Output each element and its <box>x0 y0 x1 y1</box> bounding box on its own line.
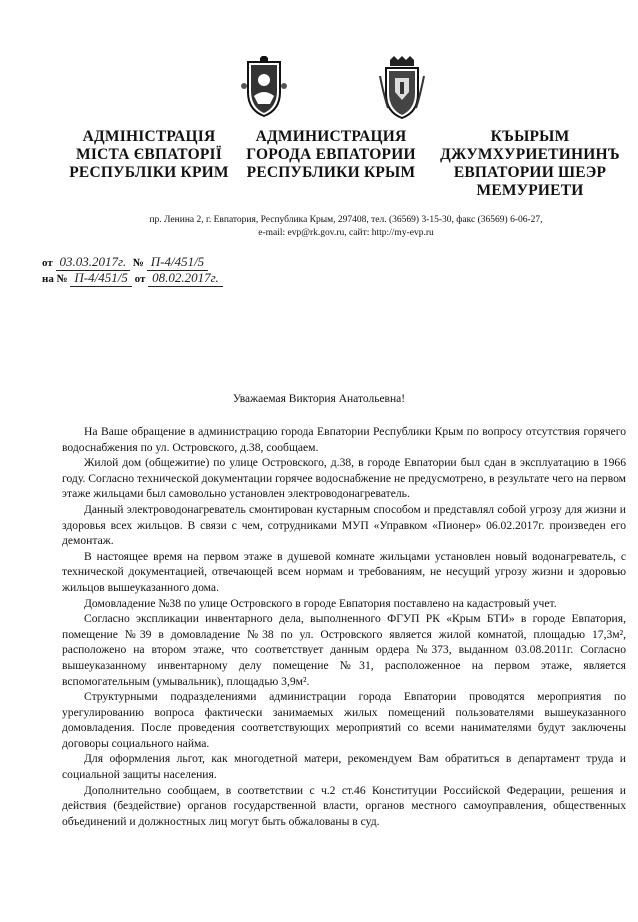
org-name-russian <box>238 128 424 182</box>
paragraph: Структурными подразделениями администрации города Евпатории проводятся мероприятия по урегулированию вопроса фактически занимаемых жилых помещений пользователями вышеуказанного домовладения. После проведения соответствующих мероприятий со всеми нанимателями будут заключены договоры социального найма. <box>62 690 626 750</box>
org-line: МЕМУРИЕТИ <box>476 182 584 199</box>
outgoing-number: П-4/451/5 <box>147 254 208 271</box>
email-site-line: e-mail: evp@rk.gov.ru, сайт: http://my-evp.ru <box>258 227 434 238</box>
incoming-reference <box>42 270 223 287</box>
org-line: ДЖУМХУРИЕТИНИНЪ <box>440 146 620 163</box>
letter-body <box>62 424 626 829</box>
paragraph: Жилой дом (общежитие) по улице Островского, д.38, в городе Евпатории был сдан в эксплуатацию в 1966 году. Согласно технической документации горячее водоснабжение не предусмотрено, в результате чего на первом этаже жильцами был самовольно установлен электроводонагреватель. <box>62 456 626 501</box>
outgoing-date: 03.03.2017г. <box>56 254 131 271</box>
org-line: ГОРОДА ЕВПАТОРИИ <box>246 146 416 163</box>
outgoing-registration <box>42 254 208 271</box>
org-line: РЕСПУБЛИКИ КРЫМ <box>246 164 416 181</box>
paragraph: Для оформления льгот, как многодетной матери, рекомендуем Вам обратиться в департамент труда и социальной защиты населения. <box>62 752 626 782</box>
evpatoria-coat-of-arms-icon <box>378 56 426 120</box>
reference-from-label: от <box>134 273 146 285</box>
org-name-crimean-tatar <box>432 128 628 200</box>
org-line: РЕСПУБЛІКИ КРИМ <box>69 164 229 181</box>
paragraph: Дополнительно сообщаем, в соответствии с ч.2 ст.46 Конституции Российской Федерации, решения и действия (бездействие) органов государственной власти, органов местного самоуправления, общественных объединений и должностных лиц могут быть обжалованы в суд. <box>62 783 626 828</box>
contact-info <box>96 214 596 239</box>
from-label: от <box>42 257 53 269</box>
org-line: МІСТА ЄВПАТОРІЇ <box>76 146 222 163</box>
org-line: АДМІНІСТРАЦІЯ <box>82 128 216 145</box>
reference-number: П-4/451/5 <box>70 270 131 287</box>
salutation: Уважаемая Виктория Анатольевна! <box>232 393 406 405</box>
org-name-ukrainian <box>60 128 238 182</box>
number-label: № <box>132 257 144 269</box>
paragraph: Данный электроводонагреватель смонтирован кустарным способом и представлял собой угрозу для жизни и здоровья всех жильцов. В связи с чем, сотрудниками МУП «Управком «Пионер» 06.02.2017г. произведен его демонтаж. <box>62 502 626 548</box>
paragraph: В настоящее время на первом этаже в душевой комнате жильцами установлен новый водонагреватель, с технической документацией, отвечающей всем нормам и требованиям, не несущий угрозу жизни и здоровью жильцов вышеуказанного дома. <box>62 549 626 594</box>
org-line: КЪЫРЫМ <box>490 128 570 145</box>
paragraph: Домовладение №38 по улице Островского в городе Евпатория поставлено на кадастровый учет. <box>84 596 557 610</box>
org-line: ЕВПАТОРИИ ШЕЭР <box>453 164 607 181</box>
address-line: пр. Ленина 2, г. Евпатория, Республика Крым, 297408, тел. (36569) 3-15-30, факс (36569) 6-06-27, <box>149 215 543 225</box>
paragraph: На Ваше обращение в администрацию города Евпатории Республики Крым по вопросу отсутствия горячего водоснабжения по ул. Островского, д.38, сообщаем. <box>62 425 626 454</box>
reference-date: 08.02.2017г. <box>148 270 223 287</box>
reference-number-label: на № <box>42 273 68 285</box>
org-line: АДМИНИСТРАЦИЯ <box>255 128 407 145</box>
crimea-coat-of-arms-icon <box>240 56 288 120</box>
paragraph: Согласно экспликации инвентарного дела, выполненного ФГУП РК «Крым БТИ» в городе Евпатория, помещение №39 в домовладение №38 по ул. Островского является жилой комнатой, площадью 17,3м², расположено на втором этаже, что соответствует данным ордера №373, выданном 03.08.2011г. Согласно вышеуказанному инвентарному делу помещение №31, расположенное на первом этаже, является вспомогательным (умывальник), площадью 3,9м². <box>62 612 626 688</box>
